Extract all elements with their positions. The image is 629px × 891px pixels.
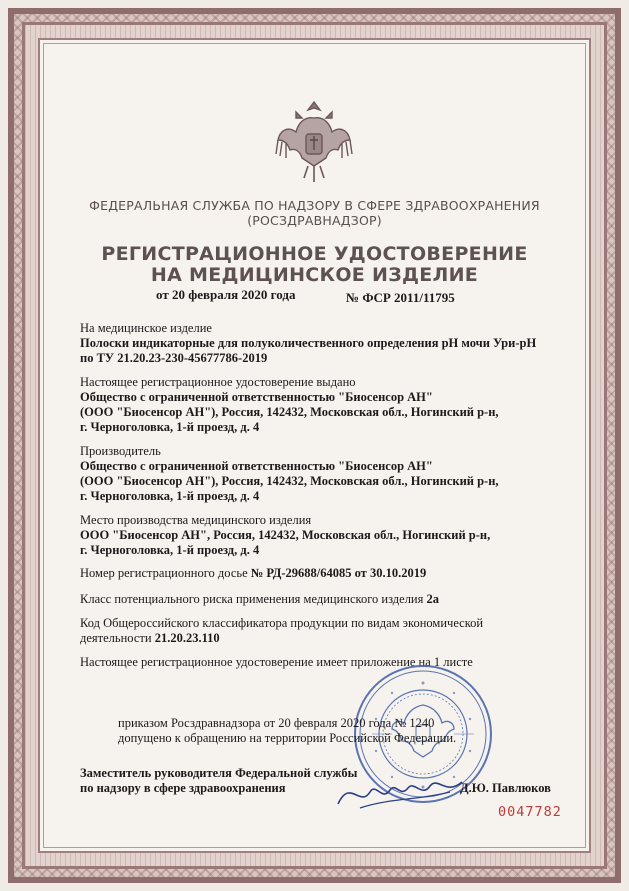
coat-of-arms-icon <box>274 96 354 188</box>
classifier-label-cont: деятельности <box>80 631 155 645</box>
issued-label: Настоящее регистрационное удостоверение выдано <box>80 375 356 389</box>
dossier-label: Номер регистрационного досье <box>80 566 251 580</box>
dossier-row <box>80 566 426 581</box>
production-place-label: Место производства медицинского изделия <box>80 513 312 527</box>
issued-to-line1: Общество с ограниченной ответственностью "Биосенсор АН" <box>80 390 433 404</box>
order-line1: приказом Росздравнадзора от 20 февраля 2020 года № 1240 <box>118 716 435 730</box>
device-name-line1: Полоски индикаторные для полуколичественного определения pH мочи Ури-рН <box>80 336 537 350</box>
risk-class-row <box>80 592 439 607</box>
production-place-line2: г. Черноголовка, 1-й проезд, д. 4 <box>80 543 260 557</box>
form-serial-number: 0047782 <box>498 804 562 820</box>
dossier-value: № РД-29688/64085 от 30.10.2019 <box>250 566 427 580</box>
agency-name: ФЕДЕРАЛЬНАЯ СЛУЖБА ПО НАДЗОРУ В СФЕРЕ ЗДРАВООХРАНЕНИЯ <box>89 198 540 213</box>
classifier-row <box>80 631 220 646</box>
device-label: На медицинское изделие <box>80 321 212 335</box>
signatory-name: Д.Ю. Павлюков <box>460 781 551 795</box>
issued-to-line2: (ООО "Биосенсор АН"), Россия, 142432, Московская обл., Ногинский р-н, <box>80 405 499 419</box>
risk-class-label: Класс потенциального риска применения медицинского изделия <box>80 592 427 606</box>
issued-to-line3: г. Черноголовка, 1-й проезд, д. 4 <box>80 420 260 434</box>
manufacturer-line3: г. Черноголовка, 1-й проезд, д. 4 <box>80 489 260 503</box>
handwritten-signature <box>330 768 470 818</box>
signatory-position-line2: по надзору в сфере здравоохранения <box>80 781 286 795</box>
device-name-line2: по ТУ 21.20.23-230-45677786-2019 <box>80 351 268 365</box>
certificate-number: № ФСР 2011/11795 <box>346 290 455 305</box>
agency-abbreviation: (РОСЗДРАВНАДЗОР) <box>247 213 382 228</box>
risk-class-value: 2а <box>426 592 439 606</box>
appendix-note: Настоящее регистрационное удостоверение имеет приложение на 1 листе <box>80 655 473 669</box>
manufacturer-line1: Общество с ограниченной ответственностью "Биосенсор АН" <box>80 459 433 473</box>
order-line2: допущено к обращению на территории Российской Федерации. <box>118 731 457 745</box>
production-place-line1: ООО "Биосенсор АН", Россия, 142432, Московская обл., Ногинский р-н, <box>80 528 491 542</box>
signatory-position-line1: Заместитель руководителя Федеральной службы <box>80 766 358 780</box>
classifier-label: Код Общероссийского классификатора продукции по видам экономической <box>80 616 484 630</box>
manufacturer-label: Производитель <box>80 444 161 458</box>
document-title: РЕГИСТРАЦИОННОЕ УДОСТОВЕРЕНИЕ <box>101 243 528 265</box>
manufacturer-line2: (ООО "Биосенсор АН"), Россия, 142432, Московская обл., Ногинский р-н, <box>80 474 499 488</box>
classifier-code: 21.20.23.110 <box>154 631 220 645</box>
document-subtitle: НА МЕДИЦИНСКОЕ ИЗДЕЛИЕ <box>150 264 479 286</box>
issue-date: от 20 февраля 2020 года <box>156 287 296 302</box>
